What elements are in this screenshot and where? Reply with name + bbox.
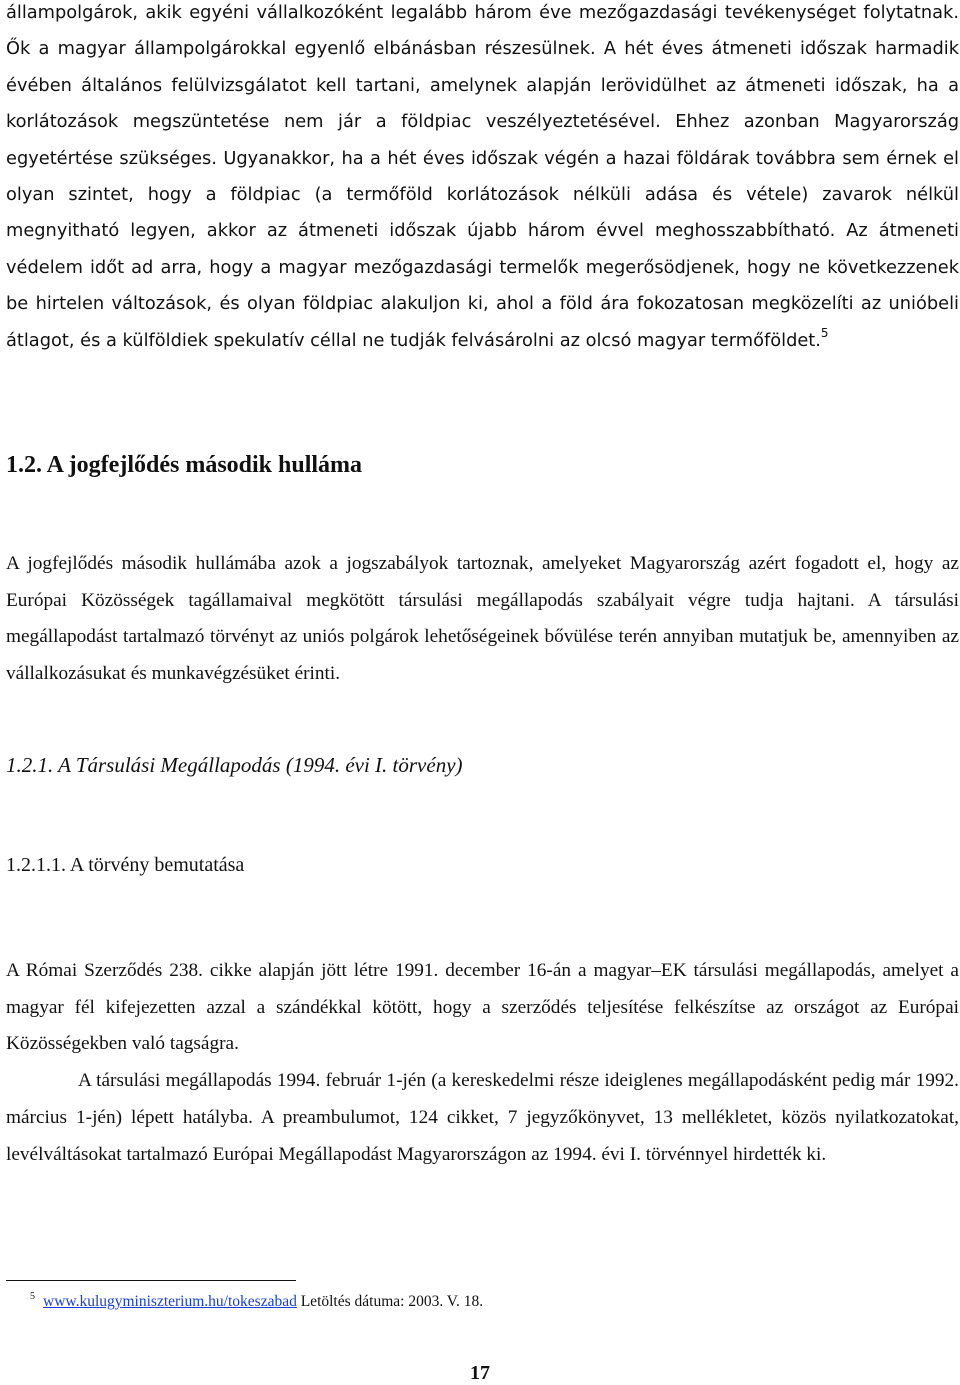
footnote-link[interactable]: www.kulugyminiszterium.hu/tokeszabad bbox=[43, 1293, 297, 1310]
paragraph-text: A jogfejlődés második hullámába azok a jogszabályok tartoznak, amelyeket Magyarország azért fogadott el, hogy az Európai Közösségek tagállamaival megkötött társulási megállapodás szabályait végre tudja hajtani. A társulási megállapodást tartalmazó törvényt az uniós polgárok lehetőségeinek bővülése terén annyiban mutatjuk be, amennyiben az vállalkozásukat és munkavégzésüket érinti. bbox=[6, 553, 959, 685]
footnote-reference: 5 bbox=[820, 325, 829, 340]
paragraph-entry-into-force: A társulási megállapodás 1994. február 1-jén (a kereskedelmi része ideiglenes megállapodásként pedig már 1992. március 1-jén) lépett hatályba. A preambulumot, 124 cikket, 7 jegyzőkönyvet, 13 mellékletet, közös nyilatkozatokat, levélváltásokat tartalmazó Európai Megállapodást Magyarországon az 1994. évi I. törvénnyel hirdették ki. bbox=[6, 1070, 959, 1165]
paragraph-second-wave bbox=[6, 546, 959, 693]
paragraph-rome-treaty: A Római Szerződés 238. cikke alapján jött létre 1991. december 16-án a magyar–EK társulási megállapodás, amelyet a magyar fél kifejezetten azzal a szándékkal kötött, hogy a szerződés teljesítése felkészítse az országot az Európai Közösségekben való tagságra. bbox=[6, 960, 959, 1055]
section-heading-1-2-1-1: 1.2.1.1. A törvény bemutatása bbox=[6, 854, 245, 876]
paragraph-association-agreement bbox=[6, 953, 959, 1173]
footnote-divider bbox=[6, 1280, 296, 1281]
footnote-text: Letöltés dátuma: 2003. V. 18. bbox=[296, 1293, 484, 1310]
footnote bbox=[30, 1292, 483, 1312]
paragraph-foreign-land-purchase bbox=[6, 0, 959, 359]
section-heading-1-2-1: 1.2.1. A Társulási Megállapodás (1994. évi I. törvény) bbox=[6, 753, 463, 777]
footnote-number: 5 bbox=[30, 1291, 35, 1302]
section-heading-1-2: 1.2. A jogfejlődés második hulláma bbox=[6, 452, 363, 478]
paragraph-text: állampolgárok, akik egyéni vállalkozóként legalább három éve mezőgazdasági tevékenységet folytatnak. Ők a magyar állampolgárokkal egyenlő elbánásban részesülnek. A hét éves átmeneti időszak harmadik évében általános felülvizsgálatot kell tartani, amelynek alapján lerövidülhet az átmeneti időszak, ha a korlátozások megszüntetése nem jár a földpiac veszélyeztetésével. Ehhez azonban Magyarország egyetértése szükséges. Ugyanakkor, ha a hét éves időszak végén a hazai földárak továbbra sem érnek el olyan szintet, hogy a földpiac (a termőföld korlátozások nélküli adása és vétele) zavarok nélkül megnyitható legyen, akkor az átmeneti időszak újabb három évvel meghosszabbítható. Az átmeneti védelem időt ad arra, hogy a magyar mezőgazdasági termelők megerősödjenek, hogy ne következzenek be hirtelen változások, és olyan földpiac alakuljon ki, ahol a föld ára fokozatosan megközelíti az unióbeli átlagot, és a külföldiek spekulatív céllal ne tudják felvásárolni az olcsó magyar termőföldet. bbox=[6, 2, 959, 351]
page-number: 17 bbox=[470, 1362, 490, 1384]
